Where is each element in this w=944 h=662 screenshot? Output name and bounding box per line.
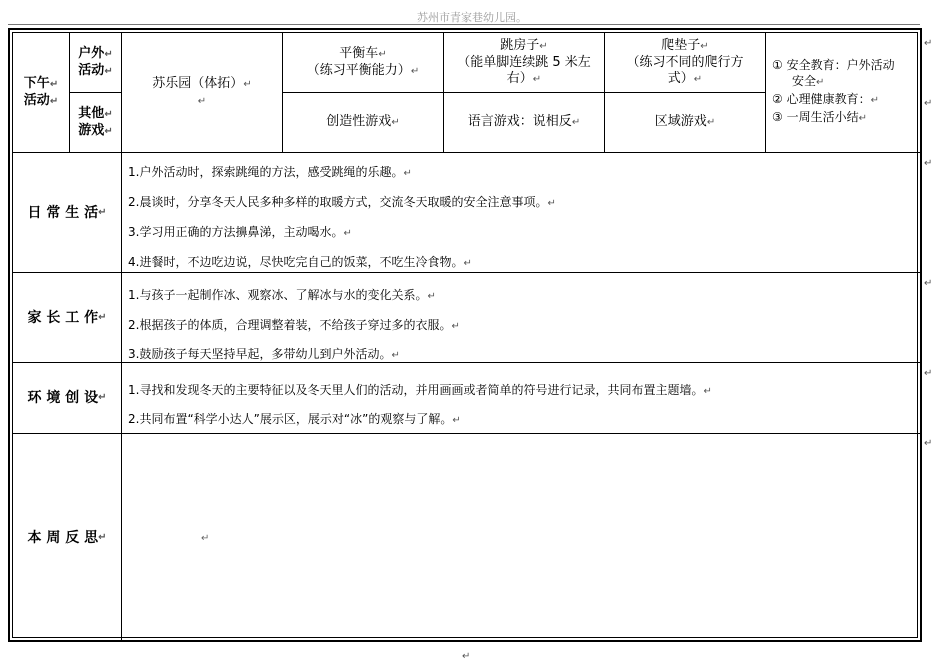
list-item: 1.与孩子一起制作冰、观察冰、了解冰与水的变化关系。↵ — [128, 288, 436, 302]
afternoon-label-top: 下午 — [23, 75, 50, 91]
paragraph-mark: ↵ — [700, 40, 709, 52]
paragraph-mark: ↵ — [452, 415, 461, 426]
paragraph-mark: ↵ — [462, 651, 471, 662]
paragraph-mark: ↵ — [243, 78, 252, 90]
list-item: 1.户外活动时，探索跳绳的方法，感受跳绳的乐趣。↵ — [128, 165, 412, 179]
header-rule — [8, 24, 920, 25]
paragraph-mark: ↵ — [703, 386, 712, 397]
parent-work-label: 家 长 工 作 ↵ — [13, 273, 122, 363]
paragraph-mark: ↵ — [98, 311, 107, 323]
paragraph-mark: ↵ — [706, 117, 716, 128]
weekly-plan-table — [8, 28, 922, 642]
paragraph-mark: ↵ — [693, 73, 703, 85]
table-inner-frame — [12, 32, 918, 638]
outdoor-activity-cell-2 — [444, 33, 605, 93]
paragraph-mark: ↵ — [924, 38, 933, 49]
note-item: ① 安全教育：户外活动 — [772, 58, 895, 72]
paragraph-mark: ↵ — [98, 206, 107, 218]
reflection-label: 本 周 反 思 ↵ — [13, 434, 122, 641]
afternoon-label-cell — [13, 33, 70, 153]
environment-content — [122, 363, 921, 434]
paragraph-mark: ↵ — [378, 48, 387, 60]
list-item: 3.鼓励孩子每天坚持早起，多带幼儿到户外活动。↵ — [128, 347, 400, 361]
paragraph-mark: ↵ — [427, 291, 436, 302]
list-item: 2.晨谈时，分享冬天人民多种多样的取暖方式，交流冬天取暖的安全注意事项。↵ — [128, 195, 556, 209]
paragraph-mark: ↵ — [924, 278, 933, 289]
game-cell-1 — [283, 93, 444, 153]
paragraph-mark: ↵ — [98, 531, 107, 543]
list-item: 2.共同布置“科学小达人”展示区，展示对“冰”的观察与了解。↵ — [128, 412, 461, 426]
parent-work-content — [122, 273, 921, 363]
other-label-1: 其他 — [78, 105, 105, 121]
paragraph-mark: ↵ — [870, 95, 879, 106]
list-item: 2.根据孩子的体质，合理调整着装，不给孩子穿过多的衣服。↵ — [128, 318, 460, 332]
outdoor-activity-desc: （练习不同的爬行方 — [626, 54, 744, 70]
paragraph-mark: ↵ — [547, 198, 556, 209]
outdoor-activity-title: 跳房子 — [500, 37, 540, 53]
outdoor-activity-label-cell — [70, 33, 122, 93]
list-item: 3.学习用正确的方法擤鼻涕，主动喝水。↵ — [128, 225, 352, 239]
paragraph-mark: ↵ — [410, 65, 420, 77]
outdoor-activity-cell-3 — [605, 33, 766, 93]
outdoor-activity-title: 平衡车 — [339, 45, 379, 61]
note-item: ② 心理健康教育： — [772, 92, 871, 106]
outdoor-activity-desc: （练习平衡能力） — [306, 62, 411, 78]
game-text: 创造性游戏 — [326, 114, 392, 129]
note-item: ③ 一周生活小结 — [772, 110, 859, 124]
paragraph-mark: ↵ — [451, 321, 460, 332]
outdoor-label-1: 户外 — [78, 45, 105, 61]
paragraph-mark: ↵ — [924, 98, 933, 109]
outdoor-activity-desc: （能单脚连续跳 5 米左 — [457, 54, 591, 70]
daily-life-content — [122, 153, 921, 273]
paragraph-mark: ↵ — [104, 108, 113, 120]
paragraph-mark: ↵ — [201, 533, 210, 544]
paragraph-mark: ↵ — [463, 258, 472, 269]
list-item: 1.寻找和发现冬天的主要特征以及冬天里人们的活动，并用画画或者简单的符号进行记录，共同布置主题墙。↵ — [128, 383, 712, 397]
paragraph-mark: ↵ — [532, 73, 542, 85]
paragraph-mark: ↵ — [924, 368, 933, 379]
paragraph-mark: ↵ — [343, 228, 352, 239]
paragraph-mark: ↵ — [391, 350, 400, 361]
outdoor-activity-title: 爬垫子 — [661, 37, 701, 53]
other-games-label-cell — [70, 93, 122, 153]
environment-label: 环 境 创 设 ↵ — [13, 363, 122, 434]
merged-activity-cell — [122, 33, 283, 153]
paragraph-mark: ↵ — [539, 40, 548, 52]
outdoor-label-2: 活动 — [78, 62, 105, 78]
paragraph-mark: ↵ — [403, 168, 412, 179]
note-item-cont: 安全 — [792, 74, 817, 88]
merged-activity-text: 苏乐园（体拓） — [152, 75, 244, 91]
list-item: 4.进餐时，不边吃边说，尽快吃完自己的饭菜，不吃生冷食物。↵ — [128, 255, 472, 269]
paragraph-mark: ↵ — [858, 113, 867, 124]
paragraph-mark: ↵ — [98, 392, 107, 403]
paragraph-mark: ↵ — [391, 117, 400, 128]
paragraph-mark: ↵ — [924, 438, 933, 449]
game-cell-2 — [444, 93, 605, 153]
page-header: 苏州市青家巷幼儿园。 — [417, 11, 527, 24]
game-cell-3 — [605, 93, 766, 153]
reflection-content[interactable] — [122, 434, 921, 641]
paragraph-mark: ↵ — [816, 77, 825, 88]
paragraph-mark: ↵ — [104, 125, 113, 137]
paragraph-mark: ↵ — [924, 158, 933, 169]
paragraph-mark: ↵ — [197, 95, 207, 107]
other-label-2: 游戏 — [78, 122, 105, 138]
game-text: 语言游戏：说相反 — [467, 114, 572, 129]
game-text: 区域游戏 — [654, 114, 707, 129]
outdoor-activity-cell-1 — [283, 33, 444, 93]
outdoor-activity-desc-cont: 右） — [506, 70, 533, 86]
daily-life-label: 日 常 生 活 ↵ — [13, 153, 122, 273]
paragraph-mark: ↵ — [49, 95, 59, 107]
paragraph-mark: ↵ — [104, 65, 113, 77]
paragraph-mark: ↵ — [104, 48, 113, 60]
paragraph-mark: ↵ — [49, 78, 59, 90]
weekly-notes-cell — [766, 33, 921, 153]
paragraph-mark: ↵ — [571, 117, 581, 128]
outdoor-activity-desc-cont: 式） — [667, 70, 694, 86]
afternoon-label-bottom: 活动 — [23, 92, 50, 108]
